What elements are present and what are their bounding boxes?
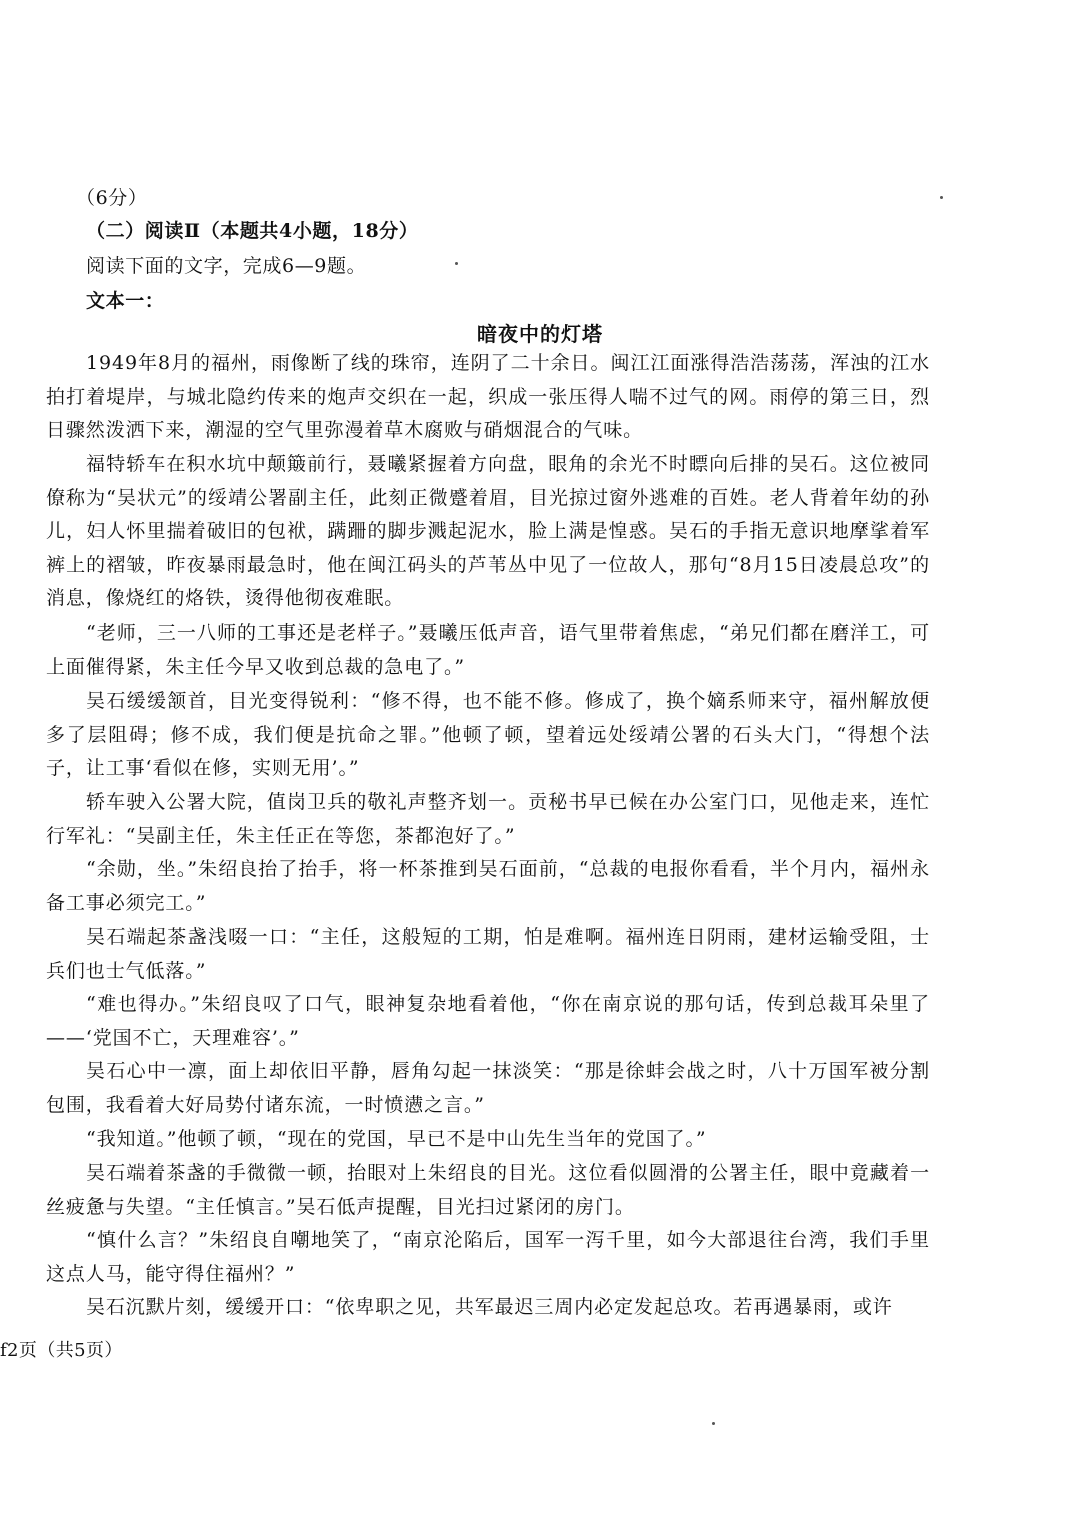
article-paragraph: “慎什么言？”朱绍良自嘲地笑了，“南京沦陷后，国军一泻千里，如今大部退往台湾，我们手里这点人马，能守得住福州？” bbox=[46, 1229, 930, 1285]
page-indicator: f2页（共5页） bbox=[0, 1340, 123, 1361]
article-paragraph: “难也得办。”朱绍良叹了口气，眼神复杂地看着他，“你在南京说的那句话，传到总裁耳朵里了——‘党国不亡，天理难容’。” bbox=[46, 993, 930, 1049]
scan-speck bbox=[712, 1422, 715, 1425]
article-paragraph: 轿车驶入公署大院，值岗卫兵的敬礼声整齐划一。贡秘书早已候在办公室门口，见他走来，连忙行军礼：“吴副主任，朱主任正在等您，茶都泡好了。” bbox=[46, 791, 930, 847]
article-paragraph: “余勋，坐。”朱绍良抬了抬手，将一杯茶推到吴石面前，“总裁的电报你看看，半个月内，福州永备工事必须完工。” bbox=[46, 858, 930, 914]
article-paragraph: 吴石端起茶盏浅啜一口：“主任，这般短的工期，怕是难啊。福州连日阴雨，建材运输受阻，士兵们也士气低落。” bbox=[46, 926, 930, 982]
scan-speck bbox=[940, 196, 943, 199]
text-label: 文本一： bbox=[86, 290, 165, 312]
article-paragraph: 吴石沉默片刻，缓缓开口：“依卑职之见，共军最迟三周内必定发起总攻。若再遇暴雨，或许 bbox=[86, 1296, 893, 1318]
article-title: 暗夜中的灯塔 bbox=[477, 322, 603, 346]
reading-instruction: 阅读下面的文字，完成6—9题。 bbox=[86, 255, 367, 277]
article-paragraph: 1949年8月的福州，雨像断了线的珠帘，连阴了二十余日。闽江江面涨得浩浩荡荡，浑浊的江水拍打着堤岸，与城北隐约传来的炮声交织在一起，织成一张压得人喘不过气的网。雨停的第三日，烈日骤然泼洒下来，潮湿的空气里弥漫着草木腐败与硝烟混合的气味。 bbox=[46, 352, 930, 441]
article-paragraph: “我知道。”他顿了顿，“现在的党国，早已不是中山先生当年的党国了。” bbox=[86, 1128, 707, 1150]
section-heading: （二）阅读Ⅱ（本题共4小题，18分） bbox=[86, 220, 419, 242]
article-paragraph: “老师，三一八师的工事还是老样子。”聂曦压低声音，语气里带着焦虑，“弟兄们都在磨洋工，可上面催得紧，朱主任今早又收到总裁的急电了。” bbox=[46, 622, 930, 678]
article-paragraph: 吴石端着茶盏的手微微一顿，抬眼对上朱绍良的目光。这位看似圆滑的公署主任，眼中竟藏着一丝疲惫与失望。“主任慎言。”吴石低声提醒，目光扫过紧闭的房门。 bbox=[46, 1162, 930, 1218]
article-paragraph: 吴石心中一凛，面上却依旧平静，唇角勾起一抹淡笑：“那是徐蚌会战之时，八十万国军被分割包围，我看着大好局势付诸东流，一时愤懑之言。” bbox=[46, 1060, 930, 1116]
score-note: （6分） bbox=[76, 187, 148, 209]
scan-speck bbox=[455, 262, 458, 265]
article-paragraph: 吴石缓缓颔首，目光变得锐利：“修不得，也不能不修。修成了，换个嫡系师来守，福州解放便多了层阻碍；修不成，我们便是抗命之罪。”他顿了顿，望着远处绥靖公署的石头大门，“得想个法子，让工事‘看似在修，实则无用’。” bbox=[46, 690, 930, 779]
article-paragraph: 福特轿车在积水坑中颠簸前行，聂曦紧握着方向盘，眼角的余光不时瞟向后排的吴石。这位被同僚称为“吴状元”的绥靖公署副主任，此刻正微蹙着眉，目光掠过窗外逃难的百姓。老人背着年幼的孙儿，妇人怀里揣着破旧的包袱，蹒跚的脚步溅起泥水，脸上满是惶惑。吴石的手指无意识地摩挲着军裤上的褶皱，昨夜暴雨最急时，他在闽江码头的芦苇丛中见了一位故人，那句“8月15日凌晨总攻”的消息，像烧红的烙铁，烫得他彻夜难眠。 bbox=[46, 453, 930, 609]
